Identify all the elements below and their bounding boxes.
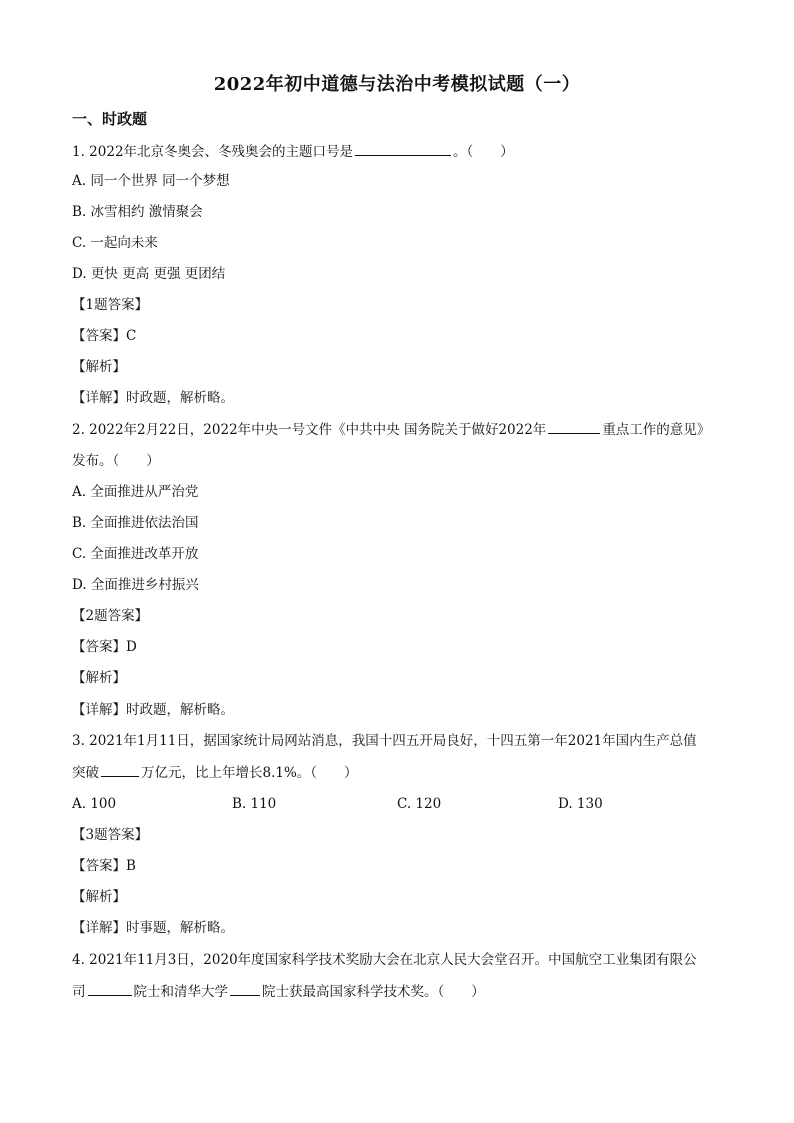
question-4-stem-line-2 xyxy=(72,981,485,1002)
question-1-detail: 【详解】时政题，解析略。 xyxy=(72,390,234,406)
question-2-detail: 【详解】时政题，解析略。 xyxy=(72,702,234,718)
question-2-stem xyxy=(72,419,710,440)
question-2-analysis: 【解析】 xyxy=(72,670,126,686)
question-3-option-a: A. 100 xyxy=(72,796,117,812)
question-3-stem-line-2 xyxy=(72,762,358,783)
question-1-suffix: 。（ ） xyxy=(453,144,514,160)
question-3-stem: 3. 2021年1月11日，据国家统计局网站消息，我国十四五开局良好，十四五第一年2021年国内生产总值 xyxy=(72,733,697,749)
section-heading: 一、时政题 xyxy=(72,110,148,128)
question-3-options xyxy=(72,794,672,814)
question-2-option-b: B. 全面推进依法治国 xyxy=(72,515,199,531)
question-3-option-b: B. 110 xyxy=(232,796,277,812)
question-4-text-continued: 院士和清华大学 xyxy=(133,984,228,1000)
question-1-option-b: B. 冰雪相约 激情聚会 xyxy=(72,204,203,220)
question-1-answer-tag: 【1题答案】 xyxy=(72,297,149,313)
question-3-option-c: C. 120 xyxy=(397,796,442,812)
question-3-answer: 【答案】B xyxy=(72,858,136,874)
answer-blank xyxy=(355,141,451,156)
question-2-option-d: D. 全面推进乡村振兴 xyxy=(72,577,199,593)
answer-blank xyxy=(101,762,139,777)
question-2-text: 2. 2022年2月22日，2022年中央一号文件《中共中央 国务院关于做好2022年 xyxy=(72,422,547,438)
question-1-stem xyxy=(72,141,514,162)
question-1-option-c: C. 一起向未来 xyxy=(72,235,158,251)
question-3-detail: 【详解】时事题，解析略。 xyxy=(72,920,234,936)
question-2-text-continued: 重点工作的意见》 xyxy=(602,422,711,438)
question-2-stem-line-2: 发布。（ ） xyxy=(72,453,160,469)
question-3-analysis: 【解析】 xyxy=(72,889,126,905)
question-2-answer: 【答案】D xyxy=(72,639,137,655)
question-1-option-a: A. 同一个世界 同一个梦想 xyxy=(72,173,230,189)
question-4-stem: 4. 2021年11月3日，2020年度国家科学技术奖励大会在北京人民大会堂召开。中国航空工业集团有限公 xyxy=(72,952,697,968)
question-1-text: 1. 2022年北京冬奥会、冬残奥会的主题口号是 xyxy=(72,144,354,160)
question-4-text-end: 院士获最高国家科学技术奖。（ ） xyxy=(262,984,485,1000)
question-4-text: 司 xyxy=(72,984,86,1000)
question-1-answer: 【答案】C xyxy=(72,328,137,344)
page-title: 2022年初中道德与法治中考模拟试题（一） xyxy=(213,74,581,95)
question-1-option-d: D. 更快 更高 更强 更团结 xyxy=(72,266,226,282)
answer-blank xyxy=(230,981,260,996)
question-2-answer-tag: 【2题答案】 xyxy=(72,608,149,624)
question-3-text-continued: 万亿元，比上年增长8.1%。（ ） xyxy=(141,765,358,781)
question-1-analysis: 【解析】 xyxy=(72,359,126,375)
question-3-text: 突破 xyxy=(72,765,99,781)
question-2-option-a: A. 全面推进从严治党 xyxy=(72,484,199,500)
question-3-answer-tag: 【3题答案】 xyxy=(72,827,149,843)
answer-blank xyxy=(548,419,600,434)
question-2-option-c: C. 全面推进改革开放 xyxy=(72,546,199,562)
answer-blank xyxy=(88,981,132,996)
question-3-option-d: D. 130 xyxy=(558,796,603,812)
